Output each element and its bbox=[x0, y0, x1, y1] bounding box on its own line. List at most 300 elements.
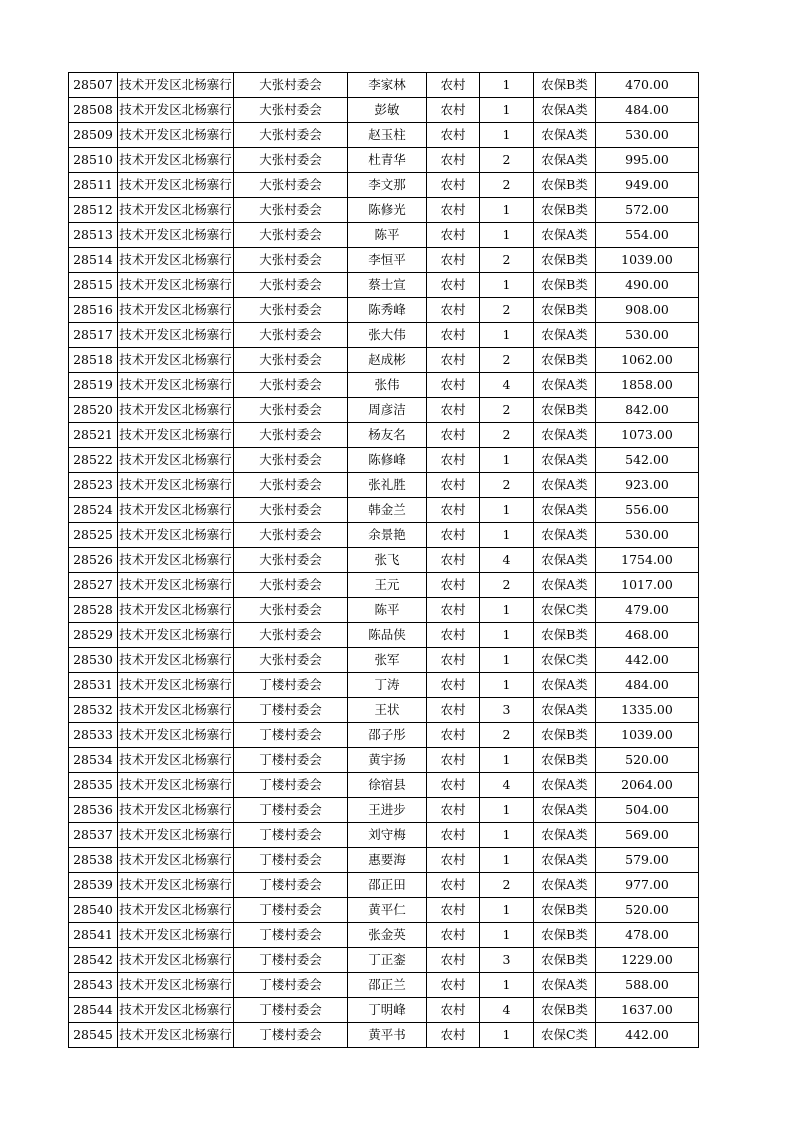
amount-cell: 442.00 bbox=[596, 1023, 699, 1048]
amount-cell: 479.00 bbox=[596, 598, 699, 623]
village-committee-cell: 大张村委会 bbox=[234, 373, 348, 398]
district-cell: 技术开发区北杨寨行 bbox=[118, 973, 234, 998]
record-id-cell: 28540 bbox=[69, 898, 118, 923]
person-name-cell: 李恒平 bbox=[348, 248, 427, 273]
household-count-cell: 2 bbox=[480, 423, 534, 448]
insurance-category-cell: 农保C类 bbox=[534, 598, 596, 623]
person-name-cell: 邵正田 bbox=[348, 873, 427, 898]
residence-type-cell: 农村 bbox=[427, 898, 480, 923]
amount-cell: 490.00 bbox=[596, 273, 699, 298]
household-count-cell: 1 bbox=[480, 273, 534, 298]
person-name-cell: 王元 bbox=[348, 573, 427, 598]
village-committee-cell: 丁楼村委会 bbox=[234, 848, 348, 873]
village-committee-cell: 大张村委会 bbox=[234, 398, 348, 423]
district-cell: 技术开发区北杨寨行 bbox=[118, 323, 234, 348]
amount-cell: 542.00 bbox=[596, 448, 699, 473]
person-name-cell: 黄宇扬 bbox=[348, 748, 427, 773]
residence-type-cell: 农村 bbox=[427, 373, 480, 398]
insurance-category-cell: 农保A类 bbox=[534, 773, 596, 798]
village-committee-cell: 丁楼村委会 bbox=[234, 823, 348, 848]
residence-type-cell: 农村 bbox=[427, 498, 480, 523]
person-name-cell: 邵正兰 bbox=[348, 973, 427, 998]
residence-type-cell: 农村 bbox=[427, 448, 480, 473]
district-cell: 技术开发区北杨寨行 bbox=[118, 148, 234, 173]
record-id-cell: 28539 bbox=[69, 873, 118, 898]
person-name-cell: 彭敏 bbox=[348, 98, 427, 123]
insurance-category-cell: 农保A类 bbox=[534, 98, 596, 123]
household-count-cell: 1 bbox=[480, 823, 534, 848]
insurance-category-cell: 农保B类 bbox=[534, 248, 596, 273]
record-id-cell: 28535 bbox=[69, 773, 118, 798]
district-cell: 技术开发区北杨寨行 bbox=[118, 98, 234, 123]
residence-type-cell: 农村 bbox=[427, 998, 480, 1023]
district-cell: 技术开发区北杨寨行 bbox=[118, 998, 234, 1023]
household-count-cell: 2 bbox=[480, 173, 534, 198]
amount-cell: 556.00 bbox=[596, 498, 699, 523]
table-row bbox=[69, 848, 699, 873]
person-name-cell: 张大伟 bbox=[348, 323, 427, 348]
table-row bbox=[69, 248, 699, 273]
person-name-cell: 赵玉柱 bbox=[348, 123, 427, 148]
person-name-cell: 王进步 bbox=[348, 798, 427, 823]
residence-type-cell: 农村 bbox=[427, 198, 480, 223]
residence-type-cell: 农村 bbox=[427, 623, 480, 648]
household-count-cell: 2 bbox=[480, 248, 534, 273]
insurance-category-cell: 农保B类 bbox=[534, 73, 596, 98]
village-committee-cell: 丁楼村委会 bbox=[234, 998, 348, 1023]
amount-cell: 1039.00 bbox=[596, 723, 699, 748]
district-cell: 技术开发区北杨寨行 bbox=[118, 348, 234, 373]
table-row bbox=[69, 723, 699, 748]
record-id-cell: 28529 bbox=[69, 623, 118, 648]
village-committee-cell: 丁楼村委会 bbox=[234, 698, 348, 723]
household-count-cell: 2 bbox=[480, 473, 534, 498]
insurance-category-cell: 农保A类 bbox=[534, 873, 596, 898]
insurance-category-cell: 农保B类 bbox=[534, 298, 596, 323]
district-cell: 技术开发区北杨寨行 bbox=[118, 123, 234, 148]
district-cell: 技术开发区北杨寨行 bbox=[118, 623, 234, 648]
amount-cell: 468.00 bbox=[596, 623, 699, 648]
person-name-cell: 杨友名 bbox=[348, 423, 427, 448]
table-row bbox=[69, 448, 699, 473]
district-cell: 技术开发区北杨寨行 bbox=[118, 598, 234, 623]
household-count-cell: 1 bbox=[480, 623, 534, 648]
amount-cell: 569.00 bbox=[596, 823, 699, 848]
table-row bbox=[69, 148, 699, 173]
household-count-cell: 1 bbox=[480, 198, 534, 223]
insurance-category-cell: 农保B类 bbox=[534, 173, 596, 198]
village-committee-cell: 大张村委会 bbox=[234, 448, 348, 473]
residence-type-cell: 农村 bbox=[427, 123, 480, 148]
district-cell: 技术开发区北杨寨行 bbox=[118, 723, 234, 748]
district-cell: 技术开发区北杨寨行 bbox=[118, 673, 234, 698]
record-id-cell: 28528 bbox=[69, 598, 118, 623]
person-name-cell: 陈品侠 bbox=[348, 623, 427, 648]
record-id-cell: 28523 bbox=[69, 473, 118, 498]
amount-cell: 572.00 bbox=[596, 198, 699, 223]
person-name-cell: 周彦洁 bbox=[348, 398, 427, 423]
village-committee-cell: 丁楼村委会 bbox=[234, 723, 348, 748]
residence-type-cell: 农村 bbox=[427, 723, 480, 748]
record-id-cell: 28545 bbox=[69, 1023, 118, 1048]
village-committee-cell: 大张村委会 bbox=[234, 148, 348, 173]
household-count-cell: 1 bbox=[480, 123, 534, 148]
person-name-cell: 丁涛 bbox=[348, 673, 427, 698]
residence-type-cell: 农村 bbox=[427, 298, 480, 323]
household-count-cell: 1 bbox=[480, 898, 534, 923]
amount-cell: 588.00 bbox=[596, 973, 699, 998]
record-id-cell: 28507 bbox=[69, 73, 118, 98]
record-id-cell: 28526 bbox=[69, 548, 118, 573]
household-count-cell: 1 bbox=[480, 323, 534, 348]
record-id-cell: 28525 bbox=[69, 523, 118, 548]
record-id-cell: 28517 bbox=[69, 323, 118, 348]
village-committee-cell: 丁楼村委会 bbox=[234, 898, 348, 923]
residence-type-cell: 农村 bbox=[427, 523, 480, 548]
person-name-cell: 陈秀峰 bbox=[348, 298, 427, 323]
amount-cell: 1229.00 bbox=[596, 948, 699, 973]
insurance-category-cell: 农保B类 bbox=[534, 998, 596, 1023]
person-name-cell: 张飞 bbox=[348, 548, 427, 573]
village-committee-cell: 丁楼村委会 bbox=[234, 973, 348, 998]
district-cell: 技术开发区北杨寨行 bbox=[118, 898, 234, 923]
amount-cell: 484.00 bbox=[596, 98, 699, 123]
person-name-cell: 陈平 bbox=[348, 598, 427, 623]
insurance-category-cell: 农保A类 bbox=[534, 573, 596, 598]
record-id-cell: 28536 bbox=[69, 798, 118, 823]
amount-cell: 977.00 bbox=[596, 873, 699, 898]
insurance-category-cell: 农保A类 bbox=[534, 523, 596, 548]
district-cell: 技术开发区北杨寨行 bbox=[118, 173, 234, 198]
district-cell: 技术开发区北杨寨行 bbox=[118, 298, 234, 323]
village-committee-cell: 丁楼村委会 bbox=[234, 948, 348, 973]
household-count-cell: 4 bbox=[480, 373, 534, 398]
residence-type-cell: 农村 bbox=[427, 323, 480, 348]
village-committee-cell: 大张村委会 bbox=[234, 223, 348, 248]
insurance-category-cell: 农保C类 bbox=[534, 648, 596, 673]
village-committee-cell: 大张村委会 bbox=[234, 498, 348, 523]
record-id-cell: 28518 bbox=[69, 348, 118, 373]
table-row bbox=[69, 873, 699, 898]
insurance-category-cell: 农保A类 bbox=[534, 123, 596, 148]
residence-type-cell: 农村 bbox=[427, 923, 480, 948]
person-name-cell: 黄平仁 bbox=[348, 898, 427, 923]
district-cell: 技术开发区北杨寨行 bbox=[118, 798, 234, 823]
person-name-cell: 邵子彤 bbox=[348, 723, 427, 748]
residence-type-cell: 农村 bbox=[427, 598, 480, 623]
district-cell: 技术开发区北杨寨行 bbox=[118, 1023, 234, 1048]
table-row bbox=[69, 273, 699, 298]
household-count-cell: 3 bbox=[480, 698, 534, 723]
insurance-category-cell: 农保A类 bbox=[534, 673, 596, 698]
insurance-category-cell: 农保B类 bbox=[534, 623, 596, 648]
person-name-cell: 陈修光 bbox=[348, 198, 427, 223]
insurance-category-cell: 农保C类 bbox=[534, 1023, 596, 1048]
record-id-cell: 28537 bbox=[69, 823, 118, 848]
person-name-cell: 丁正銮 bbox=[348, 948, 427, 973]
village-committee-cell: 大张村委会 bbox=[234, 273, 348, 298]
record-id-cell: 28508 bbox=[69, 98, 118, 123]
village-committee-cell: 大张村委会 bbox=[234, 323, 348, 348]
village-committee-cell: 大张村委会 bbox=[234, 648, 348, 673]
residence-type-cell: 农村 bbox=[427, 273, 480, 298]
table-row bbox=[69, 673, 699, 698]
household-count-cell: 2 bbox=[480, 348, 534, 373]
district-cell: 技术开发区北杨寨行 bbox=[118, 398, 234, 423]
person-name-cell: 蔡士宣 bbox=[348, 273, 427, 298]
amount-cell: 1335.00 bbox=[596, 698, 699, 723]
record-id-cell: 28530 bbox=[69, 648, 118, 673]
residence-type-cell: 农村 bbox=[427, 773, 480, 798]
district-cell: 技术开发区北杨寨行 bbox=[118, 873, 234, 898]
person-name-cell: 黄平书 bbox=[348, 1023, 427, 1048]
person-name-cell: 张金英 bbox=[348, 923, 427, 948]
insurance-category-cell: 农保A类 bbox=[534, 823, 596, 848]
amount-cell: 1073.00 bbox=[596, 423, 699, 448]
person-name-cell: 赵成彬 bbox=[348, 348, 427, 373]
household-count-cell: 1 bbox=[480, 848, 534, 873]
insurance-category-cell: 农保B类 bbox=[534, 398, 596, 423]
insurance-category-cell: 农保B类 bbox=[534, 923, 596, 948]
district-cell: 技术开发区北杨寨行 bbox=[118, 823, 234, 848]
amount-cell: 478.00 bbox=[596, 923, 699, 948]
residence-type-cell: 农村 bbox=[427, 873, 480, 898]
village-committee-cell: 大张村委会 bbox=[234, 198, 348, 223]
residence-type-cell: 农村 bbox=[427, 823, 480, 848]
household-count-cell: 1 bbox=[480, 1023, 534, 1048]
amount-cell: 442.00 bbox=[596, 648, 699, 673]
district-cell: 技术开发区北杨寨行 bbox=[118, 698, 234, 723]
insurance-category-cell: 农保B类 bbox=[534, 348, 596, 373]
insurance-category-cell: 农保A类 bbox=[534, 423, 596, 448]
residence-type-cell: 农村 bbox=[427, 173, 480, 198]
amount-cell: 504.00 bbox=[596, 798, 699, 823]
household-count-cell: 1 bbox=[480, 98, 534, 123]
district-cell: 技术开发区北杨寨行 bbox=[118, 648, 234, 673]
record-id-cell: 28538 bbox=[69, 848, 118, 873]
person-name-cell: 惠要海 bbox=[348, 848, 427, 873]
person-name-cell: 杜青华 bbox=[348, 148, 427, 173]
record-id-cell: 28531 bbox=[69, 673, 118, 698]
district-cell: 技术开发区北杨寨行 bbox=[118, 473, 234, 498]
table-row bbox=[69, 398, 699, 423]
record-id-cell: 28520 bbox=[69, 398, 118, 423]
table-row bbox=[69, 348, 699, 373]
table-row bbox=[69, 423, 699, 448]
table-row bbox=[69, 923, 699, 948]
household-count-cell: 2 bbox=[480, 723, 534, 748]
village-committee-cell: 大张村委会 bbox=[234, 298, 348, 323]
household-count-cell: 1 bbox=[480, 798, 534, 823]
village-committee-cell: 丁楼村委会 bbox=[234, 798, 348, 823]
amount-cell: 1637.00 bbox=[596, 998, 699, 1023]
district-cell: 技术开发区北杨寨行 bbox=[118, 773, 234, 798]
table-row bbox=[69, 598, 699, 623]
insurance-category-cell: 农保A类 bbox=[534, 223, 596, 248]
district-cell: 技术开发区北杨寨行 bbox=[118, 198, 234, 223]
household-count-cell: 1 bbox=[480, 598, 534, 623]
table-row bbox=[69, 123, 699, 148]
table-row bbox=[69, 1023, 699, 1048]
amount-cell: 923.00 bbox=[596, 473, 699, 498]
district-cell: 技术开发区北杨寨行 bbox=[118, 923, 234, 948]
district-cell: 技术开发区北杨寨行 bbox=[118, 523, 234, 548]
record-id-cell: 28543 bbox=[69, 973, 118, 998]
person-name-cell: 张礼胜 bbox=[348, 473, 427, 498]
village-committee-cell: 大张村委会 bbox=[234, 623, 348, 648]
amount-cell: 579.00 bbox=[596, 848, 699, 873]
residence-type-cell: 农村 bbox=[427, 98, 480, 123]
household-count-cell: 2 bbox=[480, 573, 534, 598]
household-count-cell: 4 bbox=[480, 998, 534, 1023]
household-count-cell: 1 bbox=[480, 523, 534, 548]
table-row bbox=[69, 473, 699, 498]
residence-type-cell: 农村 bbox=[427, 748, 480, 773]
residence-type-cell: 农村 bbox=[427, 698, 480, 723]
person-name-cell: 李文那 bbox=[348, 173, 427, 198]
village-committee-cell: 大张村委会 bbox=[234, 73, 348, 98]
person-name-cell: 张伟 bbox=[348, 373, 427, 398]
person-name-cell: 刘守梅 bbox=[348, 823, 427, 848]
person-name-cell: 韩金兰 bbox=[348, 498, 427, 523]
district-cell: 技术开发区北杨寨行 bbox=[118, 448, 234, 473]
table-row bbox=[69, 748, 699, 773]
record-id-cell: 28527 bbox=[69, 573, 118, 598]
village-committee-cell: 大张村委会 bbox=[234, 348, 348, 373]
table-row bbox=[69, 898, 699, 923]
residence-type-cell: 农村 bbox=[427, 473, 480, 498]
amount-cell: 908.00 bbox=[596, 298, 699, 323]
amount-cell: 470.00 bbox=[596, 73, 699, 98]
insurance-category-cell: 农保A类 bbox=[534, 498, 596, 523]
insurance-category-cell: 农保B类 bbox=[534, 198, 596, 223]
amount-cell: 2064.00 bbox=[596, 773, 699, 798]
person-name-cell: 王状 bbox=[348, 698, 427, 723]
record-id-cell: 28544 bbox=[69, 998, 118, 1023]
insurance-category-cell: 农保A类 bbox=[534, 848, 596, 873]
amount-cell: 530.00 bbox=[596, 523, 699, 548]
amount-cell: 554.00 bbox=[596, 223, 699, 248]
village-committee-cell: 大张村委会 bbox=[234, 548, 348, 573]
district-cell: 技术开发区北杨寨行 bbox=[118, 273, 234, 298]
table-row bbox=[69, 698, 699, 723]
insurance-category-cell: 农保A类 bbox=[534, 448, 596, 473]
table-row bbox=[69, 523, 699, 548]
table-row bbox=[69, 98, 699, 123]
household-count-cell: 1 bbox=[480, 748, 534, 773]
household-count-cell: 2 bbox=[480, 873, 534, 898]
person-name-cell: 陈修峰 bbox=[348, 448, 427, 473]
insurance-category-cell: 农保A类 bbox=[534, 148, 596, 173]
residence-type-cell: 农村 bbox=[427, 423, 480, 448]
person-name-cell: 陈平 bbox=[348, 223, 427, 248]
district-cell: 技术开发区北杨寨行 bbox=[118, 248, 234, 273]
residence-type-cell: 农村 bbox=[427, 1023, 480, 1048]
village-committee-cell: 大张村委会 bbox=[234, 123, 348, 148]
residence-type-cell: 农村 bbox=[427, 798, 480, 823]
insurance-category-cell: 农保A类 bbox=[534, 698, 596, 723]
household-count-cell: 1 bbox=[480, 648, 534, 673]
amount-cell: 530.00 bbox=[596, 323, 699, 348]
table-row bbox=[69, 648, 699, 673]
table-row bbox=[69, 798, 699, 823]
household-count-cell: 1 bbox=[480, 973, 534, 998]
roster-table bbox=[68, 72, 699, 1048]
amount-cell: 520.00 bbox=[596, 748, 699, 773]
district-cell: 技术开发区北杨寨行 bbox=[118, 223, 234, 248]
household-count-cell: 1 bbox=[480, 448, 534, 473]
record-id-cell: 28541 bbox=[69, 923, 118, 948]
residence-type-cell: 农村 bbox=[427, 573, 480, 598]
amount-cell: 1017.00 bbox=[596, 573, 699, 598]
insurance-category-cell: 农保B类 bbox=[534, 748, 596, 773]
district-cell: 技术开发区北杨寨行 bbox=[118, 423, 234, 448]
table-row bbox=[69, 773, 699, 798]
district-cell: 技术开发区北杨寨行 bbox=[118, 373, 234, 398]
insurance-category-cell: 农保A类 bbox=[534, 323, 596, 348]
amount-cell: 1754.00 bbox=[596, 548, 699, 573]
record-id-cell: 28519 bbox=[69, 373, 118, 398]
insurance-category-cell: 农保B类 bbox=[534, 948, 596, 973]
roster-table-body bbox=[69, 73, 699, 1048]
district-cell: 技术开发区北杨寨行 bbox=[118, 498, 234, 523]
record-id-cell: 28516 bbox=[69, 298, 118, 323]
amount-cell: 842.00 bbox=[596, 398, 699, 423]
household-count-cell: 1 bbox=[480, 923, 534, 948]
record-id-cell: 28521 bbox=[69, 423, 118, 448]
table-row bbox=[69, 498, 699, 523]
amount-cell: 995.00 bbox=[596, 148, 699, 173]
amount-cell: 1062.00 bbox=[596, 348, 699, 373]
insurance-category-cell: 农保A类 bbox=[534, 973, 596, 998]
residence-type-cell: 农村 bbox=[427, 673, 480, 698]
residence-type-cell: 农村 bbox=[427, 348, 480, 373]
insurance-category-cell: 农保B类 bbox=[534, 898, 596, 923]
household-count-cell: 1 bbox=[480, 223, 534, 248]
person-name-cell: 李家林 bbox=[348, 73, 427, 98]
household-count-cell: 2 bbox=[480, 148, 534, 173]
residence-type-cell: 农村 bbox=[427, 848, 480, 873]
record-id-cell: 28510 bbox=[69, 148, 118, 173]
table-row bbox=[69, 823, 699, 848]
person-name-cell: 张军 bbox=[348, 648, 427, 673]
residence-type-cell: 农村 bbox=[427, 398, 480, 423]
village-committee-cell: 丁楼村委会 bbox=[234, 773, 348, 798]
household-count-cell: 1 bbox=[480, 498, 534, 523]
village-committee-cell: 丁楼村委会 bbox=[234, 923, 348, 948]
residence-type-cell: 农村 bbox=[427, 548, 480, 573]
table-row bbox=[69, 998, 699, 1023]
village-committee-cell: 大张村委会 bbox=[234, 98, 348, 123]
table-row bbox=[69, 973, 699, 998]
person-name-cell: 余景艳 bbox=[348, 523, 427, 548]
district-cell: 技术开发区北杨寨行 bbox=[118, 848, 234, 873]
table-row bbox=[69, 948, 699, 973]
insurance-category-cell: 农保A类 bbox=[534, 798, 596, 823]
record-id-cell: 28514 bbox=[69, 248, 118, 273]
amount-cell: 530.00 bbox=[596, 123, 699, 148]
residence-type-cell: 农村 bbox=[427, 973, 480, 998]
amount-cell: 949.00 bbox=[596, 173, 699, 198]
insurance-category-cell: 农保A类 bbox=[534, 373, 596, 398]
village-committee-cell: 大张村委会 bbox=[234, 523, 348, 548]
record-id-cell: 28515 bbox=[69, 273, 118, 298]
table-row bbox=[69, 298, 699, 323]
record-id-cell: 28542 bbox=[69, 948, 118, 973]
village-committee-cell: 丁楼村委会 bbox=[234, 873, 348, 898]
record-id-cell: 28513 bbox=[69, 223, 118, 248]
amount-cell: 520.00 bbox=[596, 898, 699, 923]
